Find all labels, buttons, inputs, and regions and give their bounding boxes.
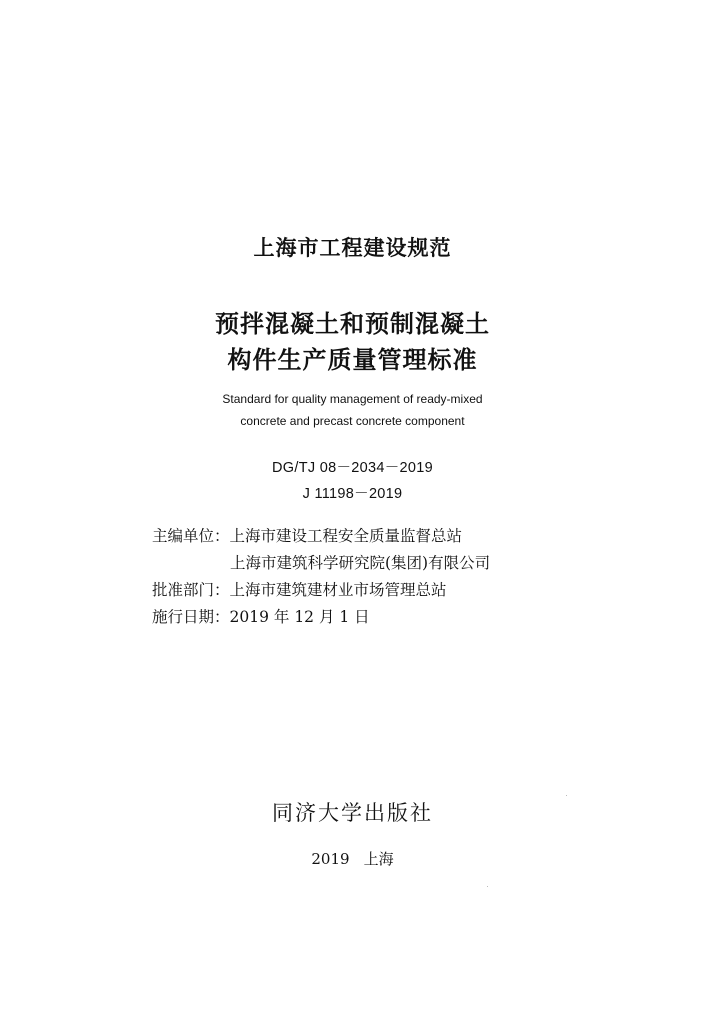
scan-speck	[566, 795, 567, 796]
title-en-line-1: Standard for quality management of ready-mixed	[222, 392, 483, 406]
editor-org-2: 上海市建筑科学研究院(集团)有限公司	[230, 554, 491, 572]
effective-date: 2019 年 12 月 1 日	[229, 608, 370, 626]
approver-org: 上海市建筑建材业市场管理总站	[229, 581, 447, 599]
effective-label: 施行日期：	[152, 608, 230, 626]
editor-label: 主编单位：	[152, 527, 230, 545]
effective-date-row	[152, 605, 370, 627]
editor-row-2	[230, 551, 490, 573]
publisher-name: 同济大学出版社	[272, 801, 433, 825]
title-zh-line-2: 构件生产质量管理标准	[227, 346, 478, 374]
title-zh-line-1: 预拌混凝土和预制混凝土	[215, 310, 490, 338]
publication-info	[0, 848, 705, 869]
approver-row	[152, 578, 447, 600]
publish-year: 2019	[311, 850, 350, 868]
approver-label: 批准部门：	[152, 581, 230, 599]
editor-org-1: 上海市建设工程安全质量监督总站	[229, 527, 463, 545]
publish-city: 上海	[363, 850, 394, 868]
record-code: J 11198－2019	[302, 486, 403, 502]
scan-speck	[487, 886, 488, 887]
title-en-line-2: concrete and precast concrete component	[240, 414, 465, 428]
series-title: 上海市工程建设规范	[253, 236, 452, 260]
standard-code: DG/TJ 08－2034－2019	[272, 460, 433, 476]
editor-row	[152, 524, 462, 546]
